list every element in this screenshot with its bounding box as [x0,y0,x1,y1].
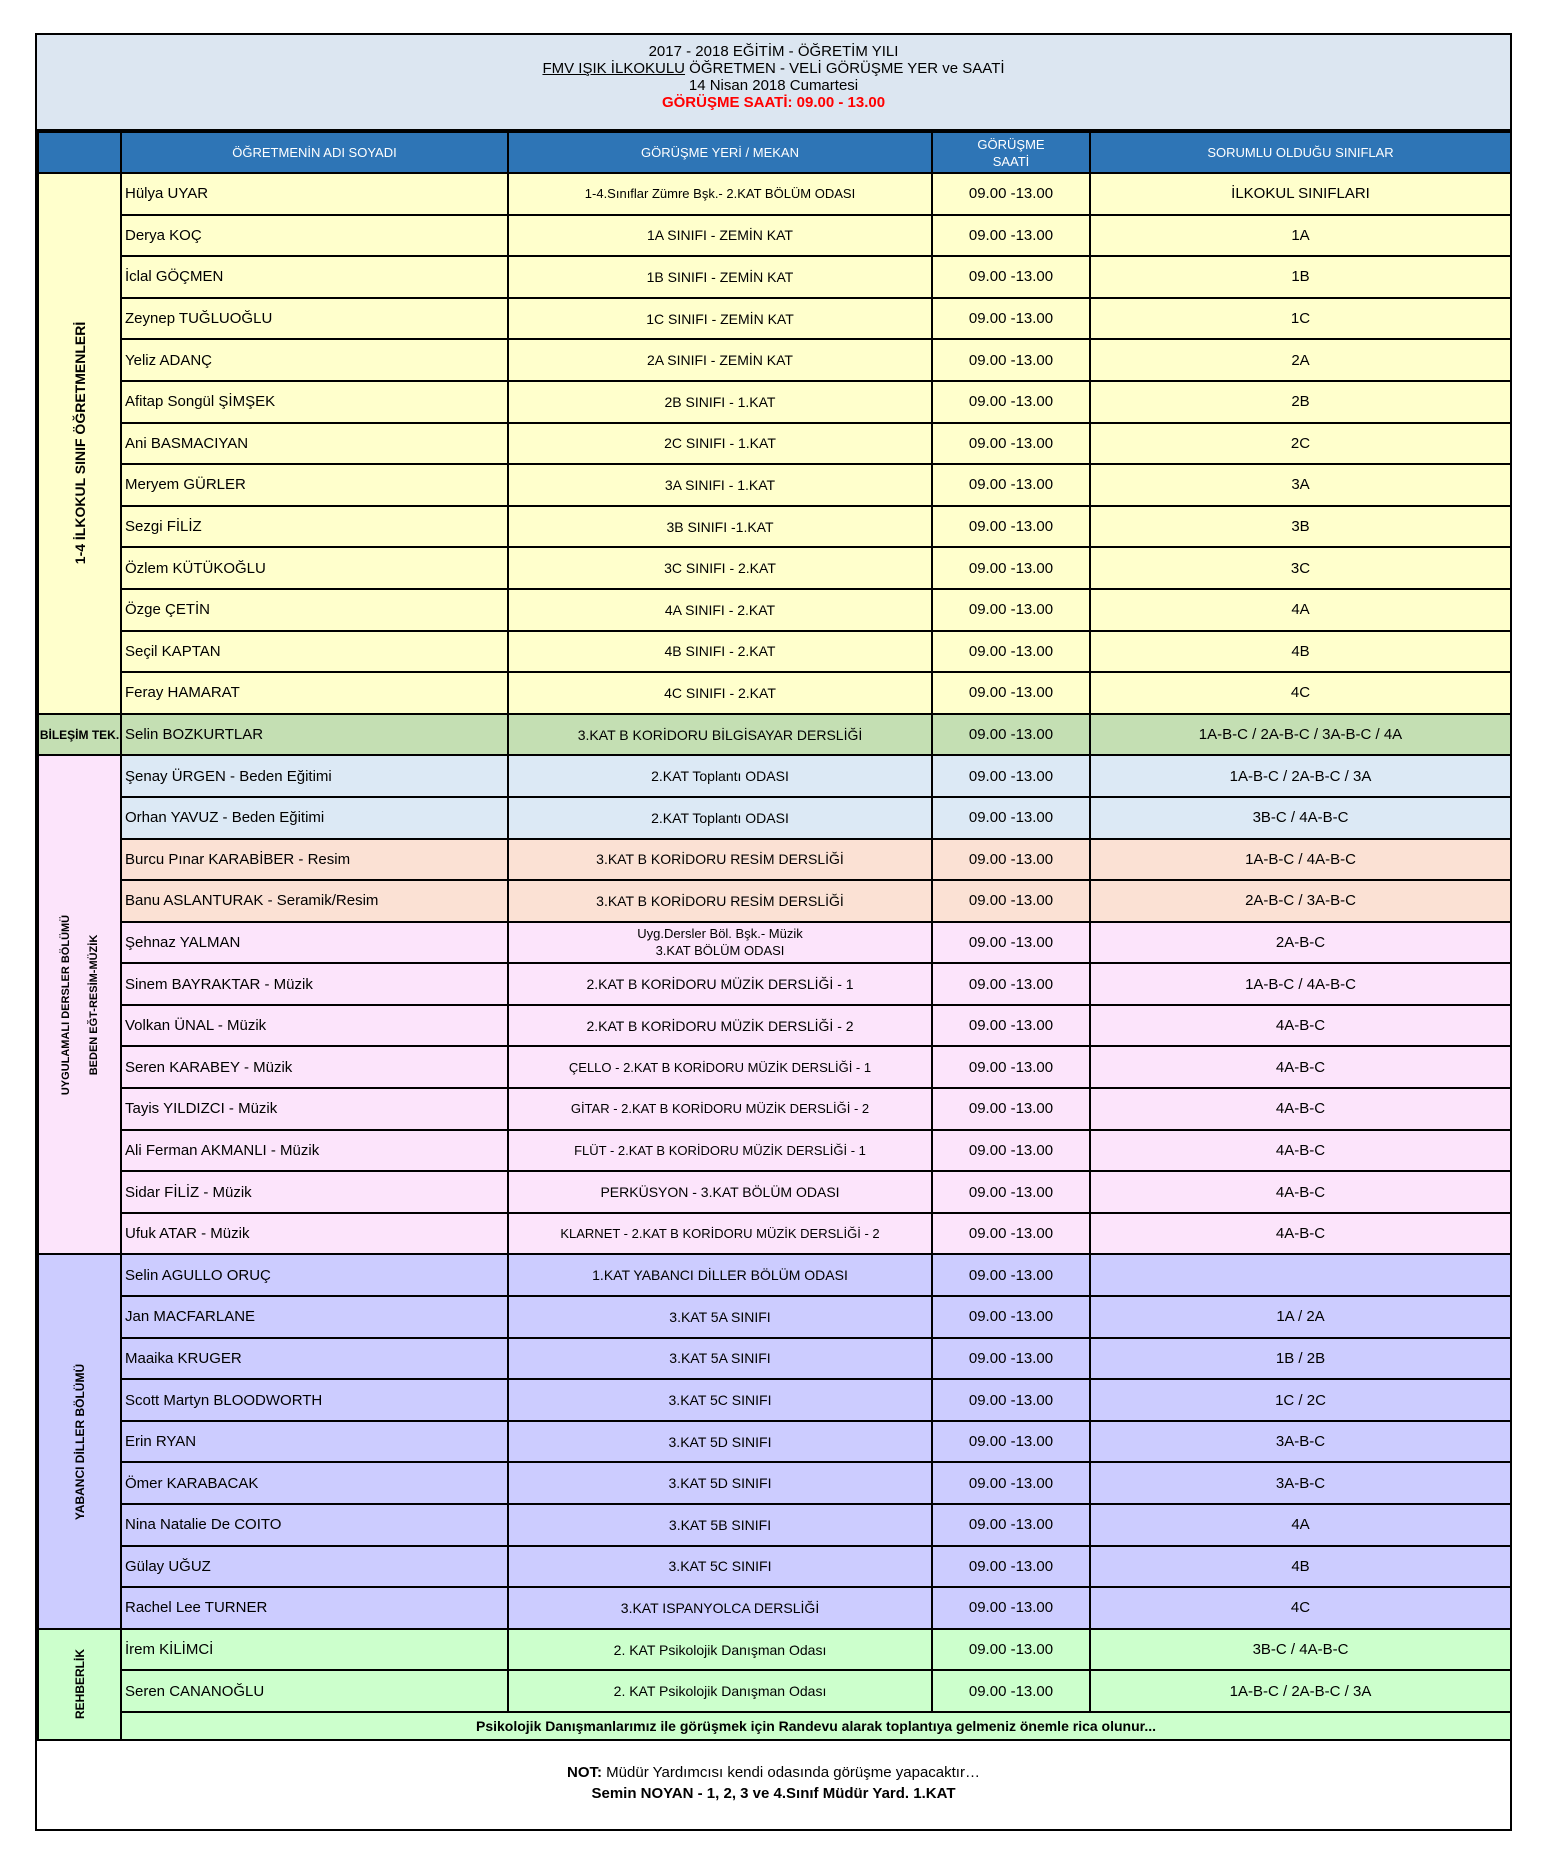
group-label-line2: BEDEN EĞT-RESİM-MÜZİK [87,934,100,1076]
group-label-text: 1-4 İLKOKUL SINIF ÖĞRETMENLERİ [71,322,88,565]
meeting-time: 09.00 -13.00 [932,714,1090,756]
meeting-place: 3.KAT 5D SINIFI [508,1421,932,1463]
footer-not-text: Müdür Yardımcısı kendi odasında görüşme yapacaktır… [602,1764,980,1781]
header-meeting-time: GÖRÜŞME SAATİ: 09.00 - 13.00 [661,94,886,111]
table-row [38,1338,1511,1380]
meeting-place: 3.KAT ISPANYOLCA DERSLİĞİ [508,1587,932,1629]
teacher-name: Maaika KRUGER [121,1338,508,1380]
responsible-classes: 1A [1090,215,1511,257]
header-school-name: FMV IŞIK İLKOKULU [542,60,686,77]
header-title [37,60,1510,77]
table-row [38,589,1511,631]
meeting-place: 2.KAT Toplantı ODASI [508,797,932,839]
responsible-classes: 4A-B-C [1090,1088,1511,1130]
table-row [38,1504,1511,1546]
table-row [38,547,1511,589]
meeting-time: 09.00 -13.00 [932,256,1090,298]
teacher-name: Şehnaz YALMAN [121,922,508,964]
column-header-time-line1: GÖRÜŞME [977,136,1045,152]
group-label-line1: UYGULAMALI DERSLER BÖLÜMÜ [59,914,72,1096]
meeting-place: 3.KAT 5A SINIFI [508,1296,932,1338]
schedule-sheet [35,33,1512,1831]
responsible-classes: 4A-B-C [1090,1171,1511,1213]
teacher-name: Ani BASMACIYAN [121,423,508,465]
meeting-place: 2. KAT Psikolojik Danışman Odası [508,1629,932,1671]
meeting-time: 09.00 -13.00 [932,1088,1090,1130]
meeting-place: 3.KAT B KORİDORU BİLGİSAYAR DERSLİĞİ [508,714,932,756]
table-row [38,922,1511,964]
table-row [38,1213,1511,1255]
meeting-place: 2.KAT B KORİDORU MÜZİK DERSLİĞİ - 2 [508,1005,932,1047]
meeting-place: ÇELLO - 2.KAT B KORİDORU MÜZİK DERSLİĞİ - 1 [508,1046,932,1088]
responsible-classes: 1A-B-C / 4A-B-C [1090,839,1511,881]
responsible-classes: 4A-B-C [1090,1213,1511,1255]
table-row [38,1130,1511,1172]
meeting-time: 09.00 -13.00 [932,1629,1090,1671]
table-row [38,839,1511,881]
teacher-name: Afitap Songül ŞİMŞEK [121,381,508,423]
group-label-rehberlik [38,1629,121,1740]
meeting-time: 09.00 -13.00 [932,339,1090,381]
responsible-classes [1090,1254,1511,1296]
meeting-time: 09.00 -13.00 [932,839,1090,881]
meeting-place: 3C SINIFI - 2.KAT [508,547,932,589]
group-label-yabanci [38,1254,121,1628]
meeting-time: 09.00 -13.00 [932,1254,1090,1296]
responsible-classes: 2A [1090,339,1511,381]
meeting-place [508,922,932,964]
table-row [38,506,1511,548]
table-row [38,1088,1511,1130]
teacher-name: Seren CANANOĞLU [121,1670,508,1712]
meeting-time: 09.00 -13.00 [932,173,1090,215]
meeting-time: 09.00 -13.00 [932,631,1090,673]
meeting-place: 2.KAT Toplantı ODASI [508,755,932,797]
meeting-place: 3.KAT 5D SINIFI [508,1462,932,1504]
meeting-time: 09.00 -13.00 [932,1379,1090,1421]
meeting-time: 09.00 -13.00 [932,672,1090,714]
table-row [38,1046,1511,1088]
meeting-place: 2B SINIFI - 1.KAT [508,381,932,423]
teacher-name: Seçil KAPTAN [121,631,508,673]
meeting-time: 09.00 -13.00 [932,1504,1090,1546]
meeting-place: FLÜT - 2.KAT B KORİDORU MÜZİK DERSLİĞİ - 1 [508,1130,932,1172]
meeting-place: 3.KAT 5C SINIFI [508,1546,932,1588]
teacher-name: Feray HAMARAT [121,672,508,714]
teacher-name: Ömer KARABACAK [121,1462,508,1504]
meeting-place: PERKÜSYON - 3.KAT BÖLÜM ODASI [508,1171,932,1213]
teacher-name: Meryem GÜRLER [121,464,508,506]
responsible-classes: 3B-C / 4A-B-C [1090,1629,1511,1671]
group-label-text [56,915,104,1095]
meeting-time: 09.00 -13.00 [932,963,1090,1005]
meeting-place: GİTAR - 2.KAT B KORİDORU MÜZİK DERSLİĞİ - 2 [508,1088,932,1130]
meeting-place-line1: Uyg.Dersler Böl. Bşk.- Müzik [637,926,803,942]
footer-vice-principal: Semin NOYAN - 1, 2, 3 ve 4.Sınıf Müdür Yard. 1.KAT [591,1785,956,1802]
teacher-name: Volkan ÜNAL - Müzik [121,1005,508,1047]
meeting-time: 09.00 -13.00 [932,1213,1090,1255]
table-row [38,298,1511,340]
meeting-time: 09.00 -13.00 [932,1171,1090,1213]
meeting-time: 09.00 -13.00 [932,547,1090,589]
header-date: 14 Nisan 2018 Cumartesi [688,77,859,94]
table-row [38,381,1511,423]
meeting-time: 09.00 -13.00 [932,1587,1090,1629]
meeting-place: 1A SINIFI - ZEMİN KAT [508,215,932,257]
teacher-name: Özlem KÜTÜKOĞLU [121,547,508,589]
table-row [38,1462,1511,1504]
group-label-ilkokul [38,173,121,714]
meeting-time: 09.00 -13.00 [932,1421,1090,1463]
footer-line2 [37,1783,1510,1804]
responsible-classes: 2C [1090,423,1511,465]
responsible-classes: 1C [1090,298,1511,340]
meeting-place: 4C SINIFI - 2.KAT [508,672,932,714]
responsible-classes: 4B [1090,631,1511,673]
teacher-name: Seren KARABEY - Müzik [121,1046,508,1088]
teacher-name: İrem KİLİMCİ [121,1629,508,1671]
table-row [38,1379,1511,1421]
counseling-note: Psikolojik Danışmanlarımız ile görüşmek için Randevu alarak toplantıya gelmeniz önemle rica olunur... [121,1712,1511,1740]
table-row [38,423,1511,465]
responsible-classes: 3C [1090,547,1511,589]
meeting-time: 09.00 -13.00 [932,423,1090,465]
meeting-time: 09.00 -13.00 [932,1462,1090,1504]
footer-not-label: NOT: [567,1764,603,1781]
column-header-place: GÖRÜŞME YERİ / MEKAN [508,132,932,173]
responsible-classes: 4C [1090,672,1511,714]
table-row [38,1587,1511,1629]
column-header-time [932,132,1090,173]
meeting-place-line2: 3.KAT BÖLÜM ODASI [655,943,785,959]
teacher-name: Özge ÇETİN [121,589,508,631]
responsible-classes: 1A-B-C / 4A-B-C [1090,963,1511,1005]
responsible-classes: İLKOKUL SINIFLARI [1090,173,1511,215]
teacher-name: Nina Natalie De COITO [121,1504,508,1546]
responsible-classes: 4B [1090,1546,1511,1588]
meeting-place: 3.KAT 5B SINIFI [508,1504,932,1546]
teacher-name: Selin BOZKURTLAR [121,714,508,756]
responsible-classes: 4A [1090,589,1511,631]
group-label-uygulamali [38,755,121,1254]
meeting-place: 4B SINIFI - 2.KAT [508,631,932,673]
meeting-place: 3.KAT B KORİDORU RESİM DERSLİĞİ [508,880,932,922]
teacher-name: Sidar FİLİZ - Müzik [121,1171,508,1213]
group-label-bilesim: BİLEŞİM TEK. [38,714,121,756]
header-title-rest: ÖĞRETMEN - VELİ GÖRÜŞME YER ve SAATİ [685,60,1005,77]
teacher-name: Gülay UĞUZ [121,1546,508,1588]
table-row [38,339,1511,381]
responsible-classes: 1C / 2C [1090,1379,1511,1421]
meeting-place: 2. KAT Psikolojik Danışman Odası [508,1670,932,1712]
table-row [38,1254,1511,1296]
responsible-classes: 1A / 2A [1090,1296,1511,1338]
column-header-group [38,132,121,173]
table-row [38,1005,1511,1047]
meeting-place: 1.KAT YABANCI DİLLER BÖLÜM ODASI [508,1254,932,1296]
meeting-time: 09.00 -13.00 [932,1005,1090,1047]
meeting-place: 4A SINIFI - 2.KAT [508,589,932,631]
teacher-name: Sinem BAYRAKTAR - Müzik [121,963,508,1005]
teacher-name: Ali Ferman AKMANLI - Müzik [121,1130,508,1172]
teacher-name: İclal GÖÇMEN [121,256,508,298]
footer-note [37,1736,1510,1829]
meeting-time: 09.00 -13.00 [932,1546,1090,1588]
header-school-year: 2017 - 2018 EĞİTİM - ÖĞRETİM YILI [648,43,899,60]
teacher-name: Zeynep TUĞLUOĞLU [121,298,508,340]
responsible-classes: 1A-B-C / 2A-B-C / 3A [1090,1670,1511,1712]
responsible-classes: 2A-B-C [1090,922,1511,964]
meeting-time: 09.00 -13.00 [932,1296,1090,1338]
meeting-place: 3.KAT 5C SINIFI [508,1379,932,1421]
responsible-classes: 4A-B-C [1090,1005,1511,1047]
teacher-name: Erin RYAN [121,1421,508,1463]
teacher-name: Tayis YILDIZCI - Müzik [121,1088,508,1130]
responsible-classes: 3A-B-C [1090,1462,1511,1504]
meeting-time: 09.00 -13.00 [932,1046,1090,1088]
meeting-time: 09.00 -13.00 [932,755,1090,797]
meeting-place: 2.KAT B KORİDORU MÜZİK DERSLİĞİ - 1 [508,963,932,1005]
teacher-name: Ufuk ATAR - Müzik [121,1213,508,1255]
table-row [38,256,1511,298]
responsible-classes: 1A-B-C / 2A-B-C / 3A-B-C / 4A [1090,714,1511,756]
responsible-classes: 1A-B-C / 2A-B-C / 3A [1090,755,1511,797]
meeting-time: 09.00 -13.00 [932,1670,1090,1712]
document-header [37,35,1510,131]
meeting-time: 09.00 -13.00 [932,1130,1090,1172]
teacher-name: Orhan YAVUZ - Beden Eğitimi [121,797,508,839]
meeting-place: 2C SINIFI - 1.KAT [508,423,932,465]
meeting-time: 09.00 -13.00 [932,215,1090,257]
column-header-row [38,132,1511,173]
meeting-place: 1B SINIFI - ZEMİN KAT [508,256,932,298]
table-row [38,880,1511,922]
table-row [38,1670,1511,1712]
teacher-name: Hülya UYAR [121,173,508,215]
meeting-time: 09.00 -13.00 [932,880,1090,922]
teacher-name: Selin AGULLO ORUÇ [121,1254,508,1296]
column-header-classes: SORUMLU OLDUĞU SINIFLAR [1090,132,1511,173]
schedule-table [37,131,1512,1741]
teacher-name: Derya KOÇ [121,215,508,257]
responsible-classes: 2A-B-C / 3A-B-C [1090,880,1511,922]
meeting-place: 1C SINIFI - ZEMİN KAT [508,298,932,340]
table-row [38,755,1511,797]
meeting-time: 09.00 -13.00 [932,381,1090,423]
table-row [38,215,1511,257]
table-row [38,1421,1511,1463]
meeting-time: 09.00 -13.00 [932,298,1090,340]
table-row [38,464,1511,506]
table-row [38,1546,1511,1588]
table-row [38,672,1511,714]
table-row [38,1171,1511,1213]
footer-line1 [37,1762,1510,1783]
column-header-time-line2: SAATİ [992,153,1030,169]
teacher-name: Banu ASLANTURAK - Seramik/Resim [121,880,508,922]
meeting-place: 3.KAT B KORİDORU RESİM DERSLİĞİ [508,839,932,881]
table-row [38,963,1511,1005]
column-header-name: ÖĞRETMENİN ADI SOYADI [121,132,508,173]
meeting-time: 09.00 -13.00 [932,922,1090,964]
responsible-classes: 3A-B-C [1090,1421,1511,1463]
responsible-classes: 2B [1090,381,1511,423]
meeting-place: 3.KAT 5A SINIFI [508,1338,932,1380]
teacher-name: Scott Martyn BLOODWORTH [121,1379,508,1421]
teacher-name: Rachel Lee TURNER [121,1587,508,1629]
teacher-name: Şenay ÜRGEN - Beden Eğitimi [121,755,508,797]
responsible-classes: 3A [1090,464,1511,506]
responsible-classes: 1B [1090,256,1511,298]
meeting-time: 09.00 -13.00 [932,1338,1090,1380]
table-row [38,797,1511,839]
responsible-classes: 3B-C / 4A-B-C [1090,797,1511,839]
meeting-place: KLARNET - 2.KAT B KORİDORU MÜZİK DERSLİĞİ - 2 [508,1213,932,1255]
meeting-time: 09.00 -13.00 [932,464,1090,506]
responsible-classes: 1B / 2B [1090,1338,1511,1380]
meeting-place: 1-4.Sınıflar Zümre Bşk.- 2.KAT BÖLÜM ODASI [508,173,932,215]
responsible-classes: 4A-B-C [1090,1130,1511,1172]
meeting-place: 3B SINIFI -1.KAT [508,506,932,548]
meeting-place: 3A SINIFI - 1.KAT [508,464,932,506]
table-row [38,173,1511,215]
teacher-name: Burcu Pınar KARABİBER - Resim [121,839,508,881]
teacher-name: Sezgi FİLİZ [121,506,508,548]
teacher-name: Yeliz ADANÇ [121,339,508,381]
responsible-classes: 3B [1090,506,1511,548]
group-label-text: YABANCI DİLLER BÖLÜMÜ [72,1363,87,1520]
table-row [38,1296,1511,1338]
table-row [38,631,1511,673]
table-row [38,714,1511,756]
responsible-classes: 4C [1090,1587,1511,1629]
meeting-time: 09.00 -13.00 [932,797,1090,839]
responsible-classes: 4A-B-C [1090,1046,1511,1088]
meeting-time: 09.00 -13.00 [932,506,1090,548]
responsible-classes: 4A [1090,1504,1511,1546]
meeting-time: 09.00 -13.00 [932,589,1090,631]
group-label-text: REHBERLİK [72,1649,87,1720]
meeting-place: 2A SINIFI - ZEMİN KAT [508,339,932,381]
table-row [38,1629,1511,1671]
teacher-name: Jan MACFARLANE [121,1296,508,1338]
